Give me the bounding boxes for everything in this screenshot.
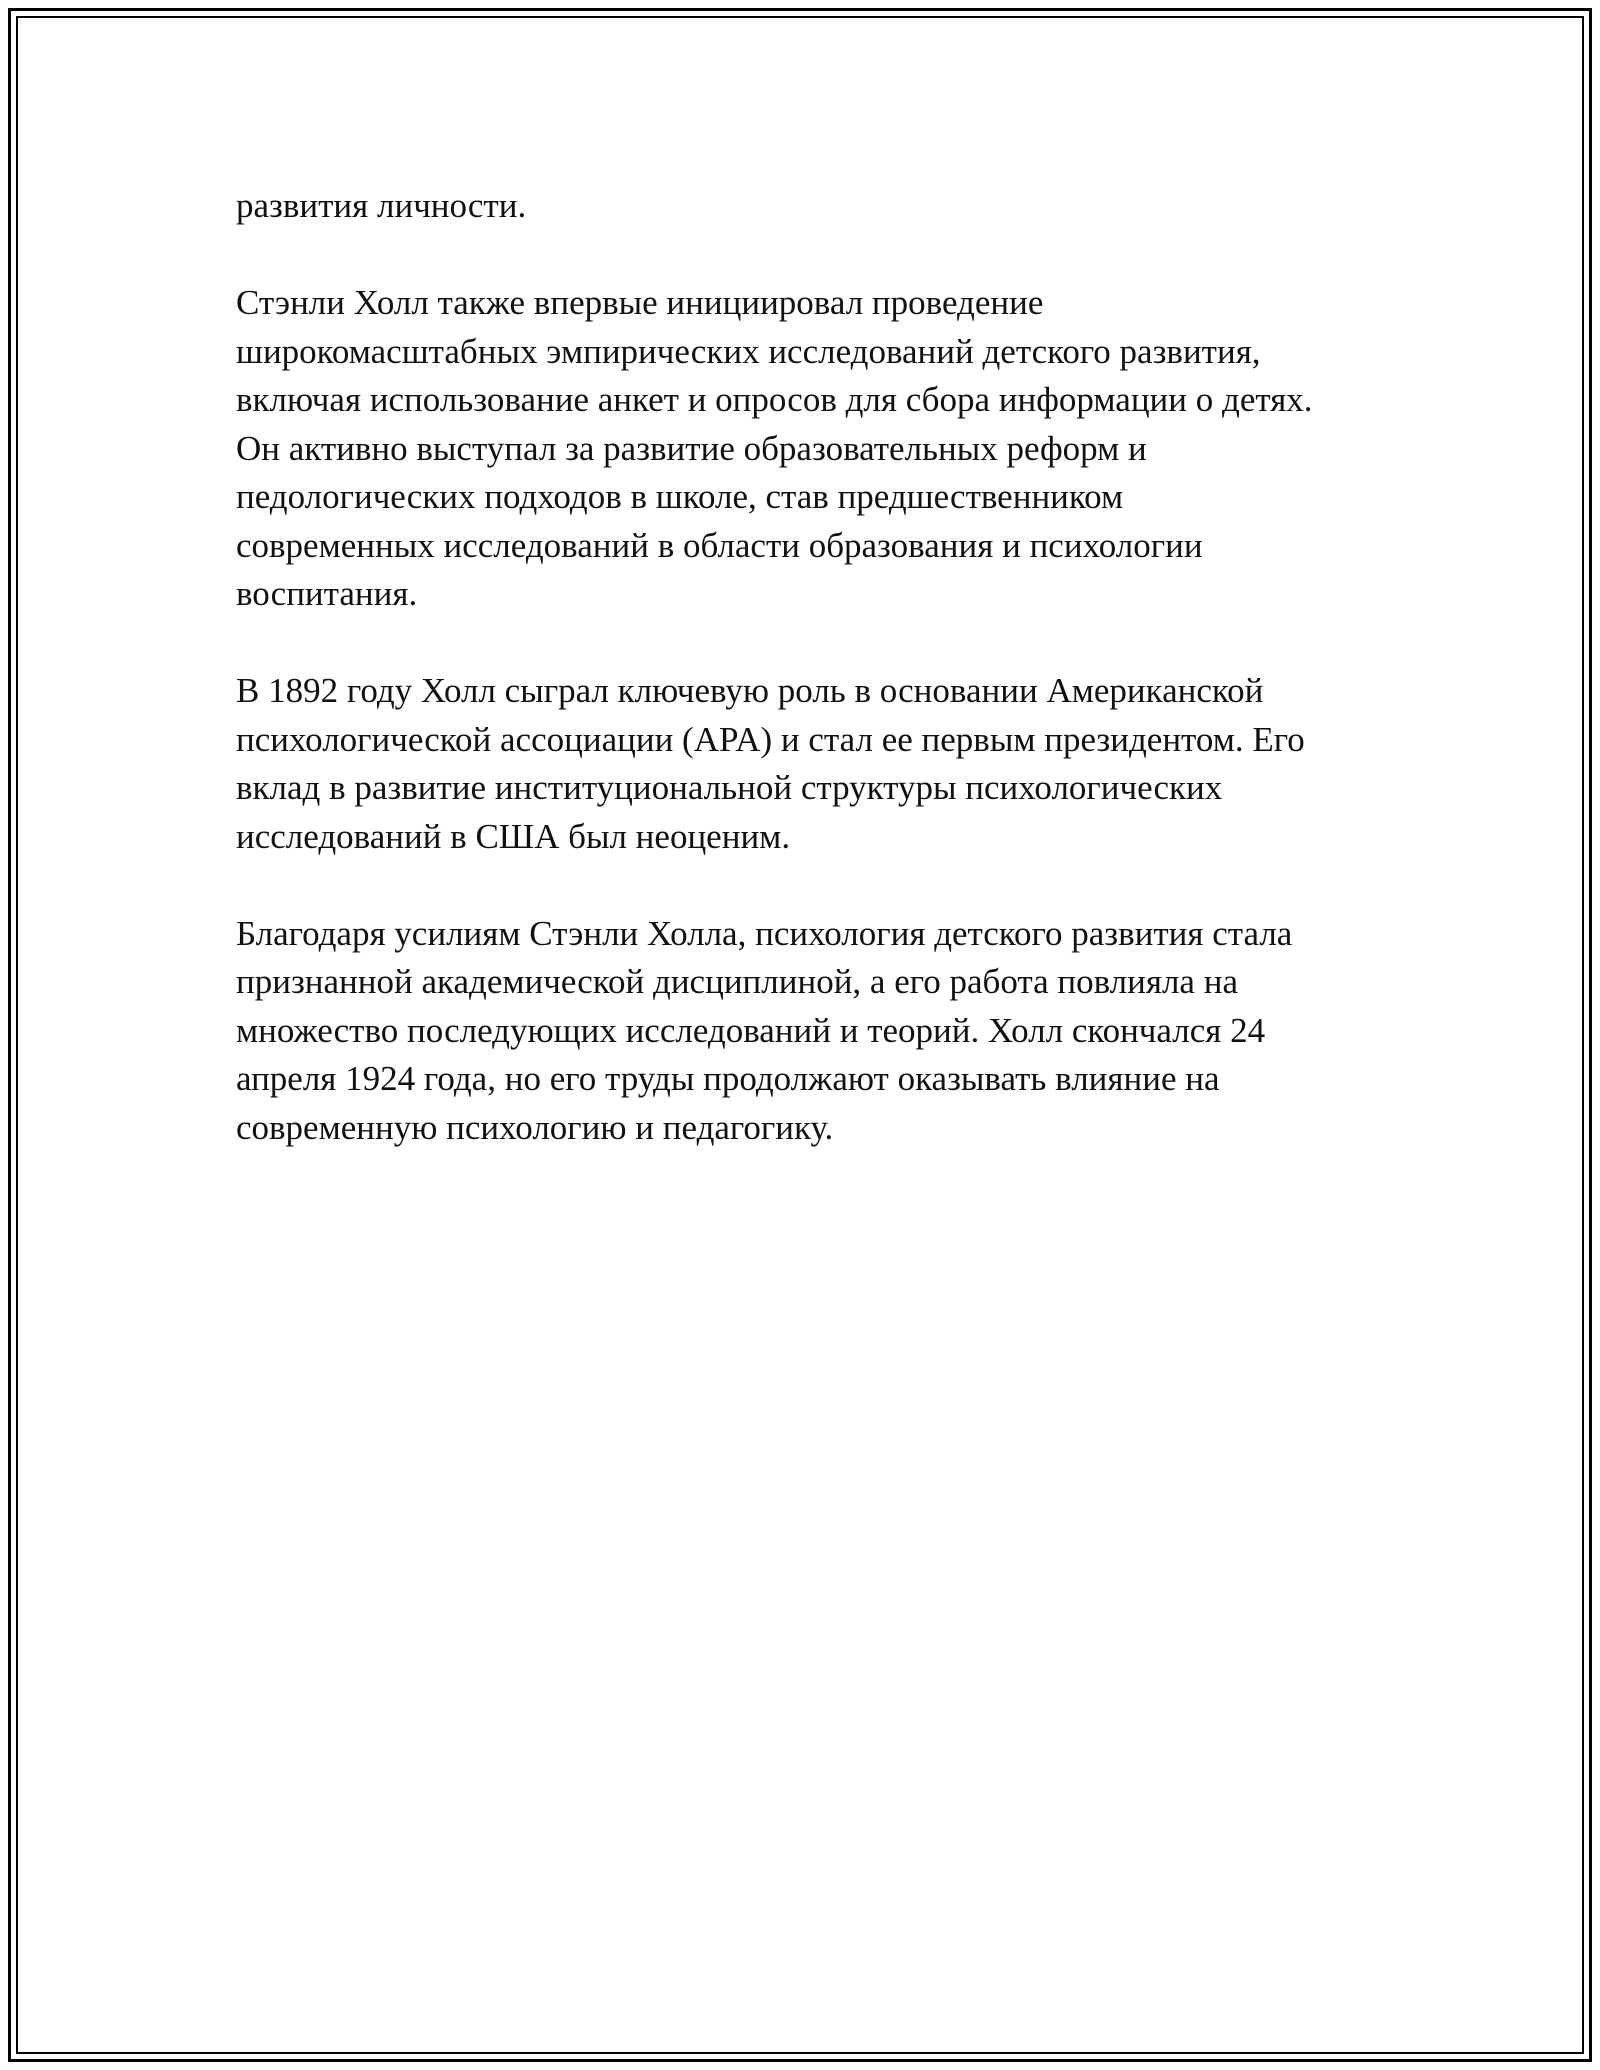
text-line: современную психологию и педагогику. [236, 1107, 834, 1147]
text-line: вклад в развитие институциональной структуры психологических [236, 768, 1223, 807]
text-line: педологических подходов в школе, став предшественником [236, 477, 1124, 516]
paragraph-4 [236, 910, 1416, 1153]
text-line: Благодаря усилиям Стэнли Холла, психология детского развития стала [236, 913, 1293, 953]
text-line: множество последующих исследований и теорий. Холл скончался 24 [236, 1010, 1266, 1050]
text-line: апреля 1924 года, но его труды продолжают оказывать влияние на [236, 1059, 1220, 1098]
paragraph-3 [236, 667, 1416, 861]
text-line: психологической ассоциации (APA) и стал ее первым президентом. Его [236, 719, 1305, 759]
text-line: исследований в США был неоценим. [236, 816, 791, 856]
text-line: признанной академической дисциплиной, а его работа повлияла на [236, 962, 1238, 1001]
text-line: развития личности. [236, 186, 527, 225]
text-line: Он активно выступал за развитие образовательных реформ и [236, 428, 1147, 468]
text-line: В 1892 году Холл сыграл ключевую роль в основании Американской [236, 671, 1264, 710]
text-line: включая использование анкет и опросов для сбора информации о детях. [236, 380, 1313, 419]
paragraph-1 [236, 182, 1416, 231]
document-body [236, 182, 1416, 1201]
text-line: современных исследований в области образования и психологии [236, 525, 1203, 565]
text-line: широкомасштабных эмпирических исследований детского развития, [236, 331, 1261, 371]
paragraph-2 [236, 279, 1416, 619]
text-line: воспитания. [236, 574, 418, 613]
text-line: Стэнли Холл также впервые инициировал проведение [236, 283, 1044, 322]
